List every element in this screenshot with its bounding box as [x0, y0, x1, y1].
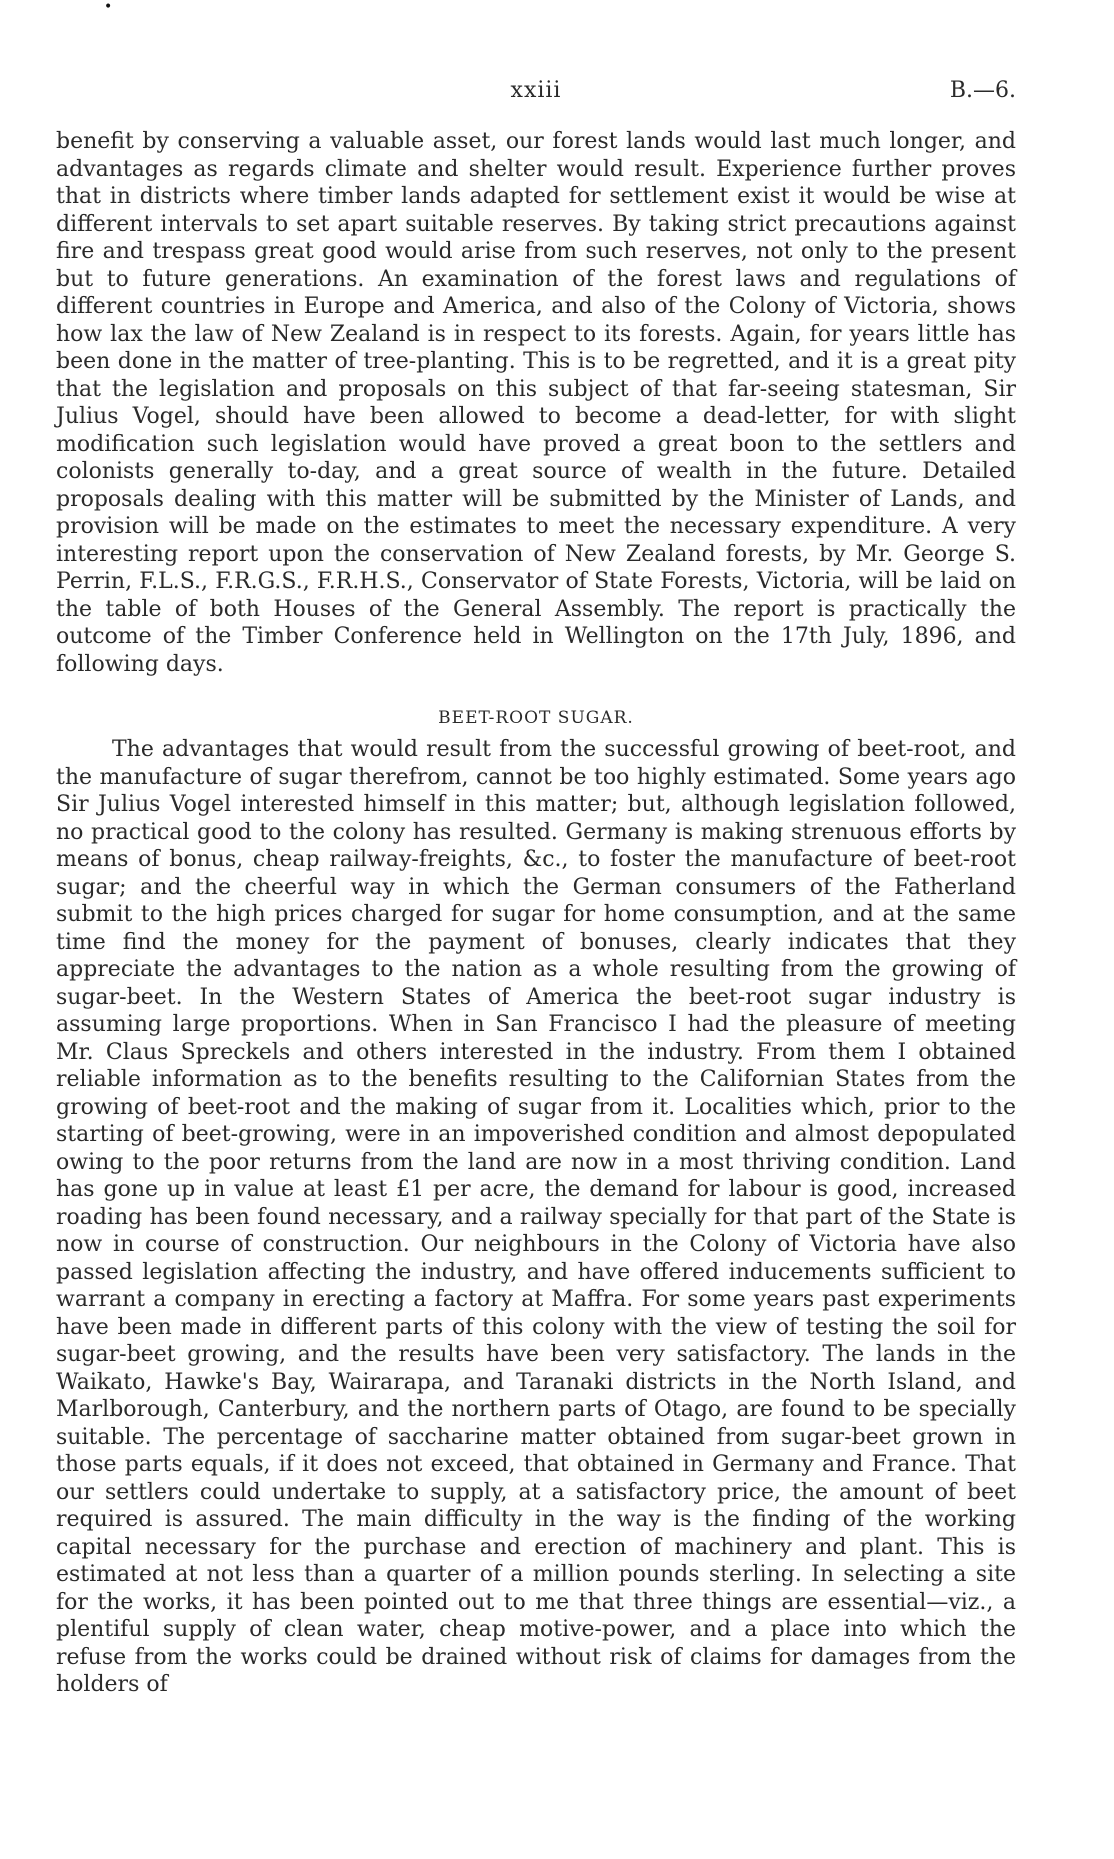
section-heading: BEET-ROOT SUGAR.: [438, 708, 634, 728]
body-text: [56, 128, 1016, 1699]
continued-paragraph: benefit by conserving a valuable asset, our forest lands would last much longer, and advantages as regards climate and shelter would result. Experience further proves that in districts where timber lands adapted for settlement exist it would be wise at different intervals to set apart suitable reserves. By taking strict precautions against fire and trespass great good would arise from such reserves, not only to the present but to future generations. An examination of the forest laws and regulations of different countries in Europe and America, and also of the Colony of Victoria, shows how lax the law of New Zealand is in respect to its forests. Again, for years little has been done in the matter of tree-planting. This is to be regretted, and it is a great pity that the legislation and proposals on this subject of that far-seeing statesman, Sir Julius Vogel, should have been allowed to become a dead-letter, for with slight modification such legislation would have proved a great boon to the settlers and colonists generally to-day, and a great source of wealth in the future. Detailed proposals dealing with this matter will be submitted by the Minister of Lands, and provision will be made on the estimates to meet the necessary expenditure. A very interesting report upon the conservation of New Zealand forests, by Mr. George S. Perrin, F.L.S., F.R.G.S., F.R.H.S., Conservator of State Forests, Victoria, will be laid on the table of both Houses of the General Assembly. The report is practically the outcome of the Timber Conference held in Wellington on the 17th July, 1896, and following days.: [56, 129, 1016, 677]
document-reference: B.—6.: [949, 78, 1016, 103]
corner-ink-mark: •: [104, 0, 113, 15]
page-number: xxiii: [510, 78, 562, 103]
section-paragraph: The advantages that would result from the successful growing of beet-root, and the manufacture of sugar therefrom, cannot be too highly estimated. Some years ago Sir Julius Vogel interested himself in this matter; but, although legislation followed, no practical good to the colony has resulted. Germany is making strenuous efforts by means of bonus, cheap railway-freights, &c., to foster the manufacture of beet-root sugar; and the cheerful way in which the German consumers of the Fatherland submit to the high prices charged for sugar for home consumption, and at the same time find the money for the payment of bonuses, clearly indicates that they appreciate the advantages to the nation as a whole resulting from the growing of sugar-beet. In the Western States of America the beet-root sugar industry is assuming large proportions. When in San Francisco I had the pleasure of meeting Mr. Claus Spreckels and others interested in the industry. From them I obtained reliable information as to the benefits resulting to the Californian States from the growing of beet-root and the making of sugar from it. Localities which, prior to the starting of beet-growing, were in an impoverished condition and almost depopulated owing to the poor returns from the land are now in a most thriving condition. Land has gone up in value at least £1 per acre, the demand for labour is good, increased roading has been found necessary, and a railway specially for that part of the State is now in course of construction. Our neighbours in the Colony of Victoria have also passed legislation affecting the industry, and have offered inducements sufficient to warrant a company in erecting a factory at Maffra. For some years past experiments have been made in different parts of this colony with the view of testing the soil for sugar-beet growing, and the results have been very satisfactory. The lands in the Waikato, Hawke's Bay, Wairarapa, and Taranaki districts in the North Island, and Marlborough, Canterbury, and the northern parts of Otago, are found to be specially suitable. The percentage of saccharine matter obtained from sugar-beet grown in those parts equals, if it does not exceed, that obtained in Germany and France. That our settlers could undertake to supply, at a satisfactory price, the amount of beet required is assured. The main difficulty in the way is the finding of the working capital necessary for the purchase and erection of machinery and plant. This is estimated at not less than a quarter of a million pounds sterling. In selecting a site for the works, it has been pointed out to me that three things are essential—viz., a plentiful supply of clean water, cheap motive-power, and a place into which the refuse from the works could be drained without risk of claims for damages from the holders of: [56, 737, 1016, 1697]
page-header: [56, 76, 1016, 106]
